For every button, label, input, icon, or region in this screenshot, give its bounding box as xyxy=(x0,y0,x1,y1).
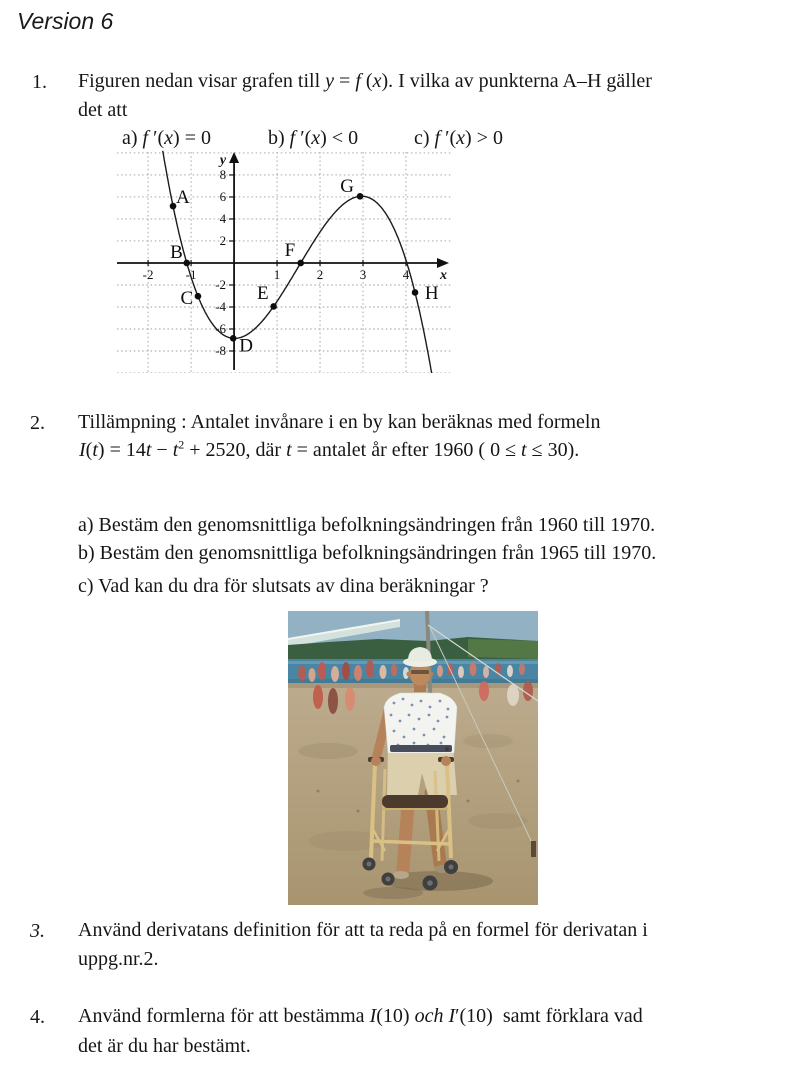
point-E xyxy=(270,303,277,310)
problem-4-line2: det är du har bestämt. xyxy=(78,1035,251,1057)
point-label-B: B xyxy=(170,241,183,263)
svg-text:-6: -6 xyxy=(215,320,227,336)
problem-1-item-c: c) f ′(x) > 0 xyxy=(414,127,503,149)
problem-1-line1: Figuren nedan visar grafen till y = f (x). I vilka av punkterna A–H gäller xyxy=(78,70,652,92)
point-C xyxy=(195,293,202,300)
point-B xyxy=(183,260,190,267)
point-F xyxy=(297,260,304,267)
svg-text:-1: -1 xyxy=(185,266,197,282)
svg-text:8: 8 xyxy=(219,166,227,182)
svg-text:4: 4 xyxy=(402,266,410,282)
svg-text:-4: -4 xyxy=(215,298,227,314)
function-graph-svg xyxy=(115,150,455,373)
problem-2-sub-a: a) Bestäm den genomsnittliga befolkningsändringen från 1960 till 1970. xyxy=(78,514,656,536)
problem-1-number: 1. xyxy=(32,71,47,93)
beach-photo-svg xyxy=(288,611,538,905)
point-H xyxy=(412,289,419,296)
problem-1-item-b: b) f ′(x) < 0 xyxy=(268,127,359,149)
point-label-H: H xyxy=(424,283,439,305)
svg-text:2: 2 xyxy=(316,266,324,282)
problem-1-item-a: a) f ′(x) = 0 xyxy=(122,127,211,149)
svg-text:2: 2 xyxy=(219,232,227,248)
svg-text:4: 4 xyxy=(219,210,227,226)
problem-4-number: 4. xyxy=(30,1006,45,1028)
y-axis-label: y xyxy=(219,153,227,168)
svg-text:6: 6 xyxy=(219,188,227,204)
problem-2-line1: Tillämpning : Antalet invånare i en by kan beräknas med formeln xyxy=(78,411,601,433)
point-label-A: A xyxy=(176,186,190,208)
function-curve xyxy=(163,151,432,373)
svg-text:-2: -2 xyxy=(215,276,227,292)
problem-2-formula: $I(t) = 14t - t^2 + 2520$, där t = antalet år efter 1960 ( 0 ≤ t ≤ 30). xyxy=(79,437,580,461)
problem-2-sub-b: b) Bestäm den genomsnittliga befolkningsändringen från 1965 till 1970. xyxy=(78,542,657,564)
problem-3-line1: Använd derivatans definition för att ta reda på en formel för derivatan i xyxy=(78,919,648,941)
point-label-C: C xyxy=(180,287,194,309)
point-label-G: G xyxy=(340,175,354,197)
problem-3-line2: uppg.nr.2. xyxy=(78,948,159,970)
point-G xyxy=(357,193,364,200)
svg-text:3: 3 xyxy=(359,266,367,282)
page-title: Version 6 xyxy=(17,8,114,34)
problem-4-line1: Använd formlerna för att bestämma I(10) och I′(10) samt förklara vad xyxy=(78,1005,643,1027)
point-label-F: F xyxy=(284,240,296,262)
function-graph xyxy=(115,150,455,373)
problem-2-number: 2. xyxy=(30,412,45,434)
point-label-E: E xyxy=(257,283,269,305)
x-axis-label: x xyxy=(440,267,447,283)
point-D xyxy=(230,335,237,342)
beach-photo xyxy=(288,611,538,905)
problem-3-number: 3. xyxy=(30,920,45,942)
point-label-D: D xyxy=(239,335,253,357)
problem-2-sub-c: c) Vad kan du dra för slutsats av dina beräkningar ? xyxy=(78,575,489,597)
svg-text:1: 1 xyxy=(273,266,281,282)
problem-1-line2: det att xyxy=(78,99,128,121)
svg-text:-8: -8 xyxy=(215,342,227,358)
axes xyxy=(117,152,449,370)
svg-text:-2: -2 xyxy=(142,266,154,282)
